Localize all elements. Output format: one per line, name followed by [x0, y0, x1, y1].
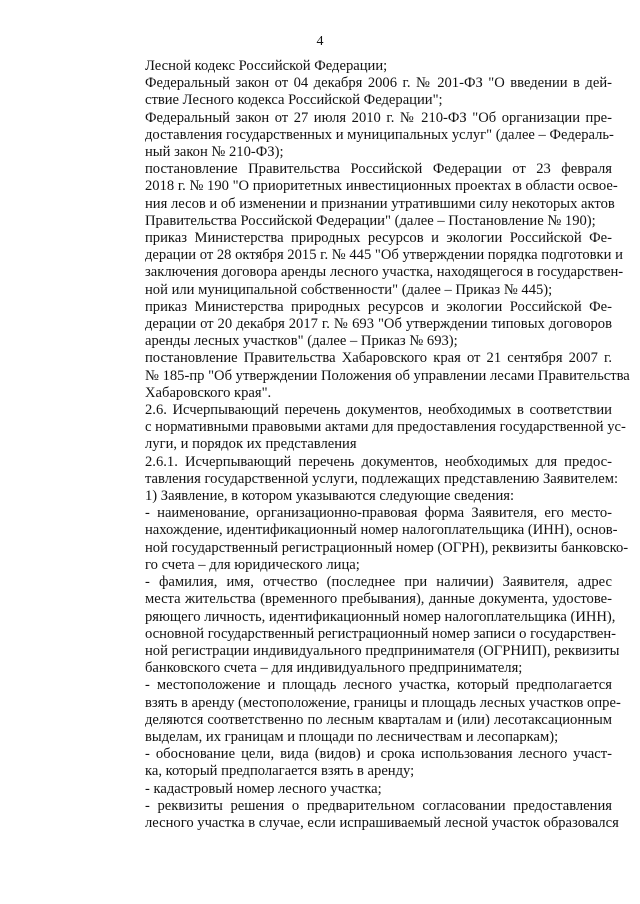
paragraph [107, 677, 621, 746]
text-line: - реквизиты решения о предварительном согласовании предоставления [145, 797, 612, 814]
text-line: ствие Лесного кодекса Российской Федерации"; [145, 92, 443, 109]
text-line: основной государственный регистрационный номер записи о государствен- [145, 625, 617, 642]
text-line: аренды лесных участков" (далее – Приказ № 693); [145, 333, 458, 350]
text-line: тавления государственной услуги, подлежащих представлению Заявителем: [145, 470, 619, 487]
text-line: ка, который предполагается взять в аренду; [145, 763, 415, 780]
text-line: луги, и порядок их представления [145, 436, 357, 453]
text-line: - фамилия, имя, отчество (последнее при наличии) Заявителя, адрес [145, 574, 612, 591]
text-line: го счета – для юридического лица; [145, 556, 360, 573]
document-body [107, 58, 630, 832]
text-line: деляются соответственно по лесным кварталам и (или) лесотаксационным [145, 711, 612, 728]
paragraph [107, 230, 624, 299]
text-line: ной государственный регистрационный номер (ОГРН), реквизиты банковско- [145, 539, 629, 556]
paragraph [107, 505, 629, 574]
text-line: Федеральный закон от 04 декабря 2006 г. № 201-ФЗ "О введении в дей- [145, 75, 612, 92]
text-line: приказ Министерства природных ресурсов и экологии Российской Фе- [145, 298, 612, 315]
text-line: 2018 г. № 190 "О приоритетных инвестиционных проектах в области освое- [145, 178, 618, 195]
text-line: взять в аренду (местоположение, границы и площадь лесных участков опре- [145, 694, 621, 711]
paragraph [107, 350, 630, 402]
text-line: ной или муниципальной собственности" (далее – Приказ № 445); [145, 281, 553, 298]
text-line: - обоснование цели, вида (видов) и срока использования лесного участ- [145, 746, 612, 763]
text-line: лесного участка в случае, если испрашиваемый лесной участок образовался [145, 814, 619, 831]
paragraph [107, 797, 619, 832]
paragraph [107, 453, 619, 488]
text-line: постановление Правительства Хабаровского края от 21 сентября 2007 г. [145, 350, 612, 367]
text-line: банковского счета – для индивидуального предпринимателя; [145, 660, 523, 677]
text-line: Лесной кодекс Российской Федерации; [145, 58, 388, 74]
text-line: доставления государственных и муниципальных услуг" (далее – Федераль- [145, 126, 614, 143]
paragraph [107, 781, 612, 798]
text-line: ной регистрации индивидуального предпринимателя (ОГРНИП), реквизиты [145, 642, 620, 659]
paragraph [107, 574, 620, 677]
text-line: дерации от 20 декабря 2017 г. № 693 "Об утверждении типовых договоров [145, 316, 612, 333]
text-line: 1) Заявление, в котором указываются следующие сведения: [145, 488, 515, 505]
paragraph [107, 161, 618, 230]
text-line: 2.6. Исчерпывающий перечень документов, необходимых в соответствии [145, 402, 612, 419]
text-line: - местоположение и площадь лесного участка, который предполагается [145, 677, 612, 694]
text-line: Хабаровского края". [145, 384, 272, 401]
text-line: постановление Правительства Российской Федерации от 23 февраля [145, 161, 612, 178]
text-line: - кадастровый номер лесного участка; [145, 780, 382, 797]
text-line: - наименование, организационно-правовая форма Заявителя, его место- [145, 505, 612, 522]
text-line: № 185-пр "Об утверждении Положения об управлении лесами Правительства [145, 367, 630, 384]
text-line: Федеральный закон от 27 июля 2010 г. № 210-ФЗ "Об организации пре- [145, 109, 612, 126]
text-line: ния лесов и об изменении и признании утратившими силу некоторых актов [145, 195, 615, 212]
text-line: нахождение, идентификационный номер налогоплательщика (ИНН), основ- [145, 522, 618, 539]
paragraph [107, 746, 612, 780]
paragraph [107, 402, 626, 454]
paragraph [107, 110, 612, 162]
text-line: дерации от 28 октября 2015 г. № 445 "Об утверждении порядка подготовки и [145, 247, 623, 264]
text-line: с нормативными правовыми актами для предоставления государственной ус- [145, 419, 626, 436]
text-line: ряющего личность, идентификационный номер налогоплательщика (ИНН), [145, 608, 616, 625]
text-line: заключения договора аренды лесного участка, находящегося в государствен- [145, 264, 624, 281]
text-line: выделам, их границам и площади по лесничествам и лесопаркам); [145, 728, 559, 745]
text-line: ный закон № 210-ФЗ); [145, 144, 284, 161]
paragraph [107, 488, 612, 505]
text-line: 2.6.1. Исчерпывающий перечень документов, необходимых для предос- [145, 453, 612, 470]
page-number: 4 [316, 34, 324, 49]
paragraph [107, 299, 612, 351]
text-line: места жительства (временного пребывания), данные документа, удостове- [145, 591, 612, 608]
paragraph [107, 58, 612, 75]
text-line: Правительства Российской Федерации" (далее – Постановление № 190); [145, 212, 596, 229]
text-line: приказ Министерства природных ресурсов и экологии Российской Фе- [145, 230, 612, 247]
paragraph [107, 75, 612, 109]
